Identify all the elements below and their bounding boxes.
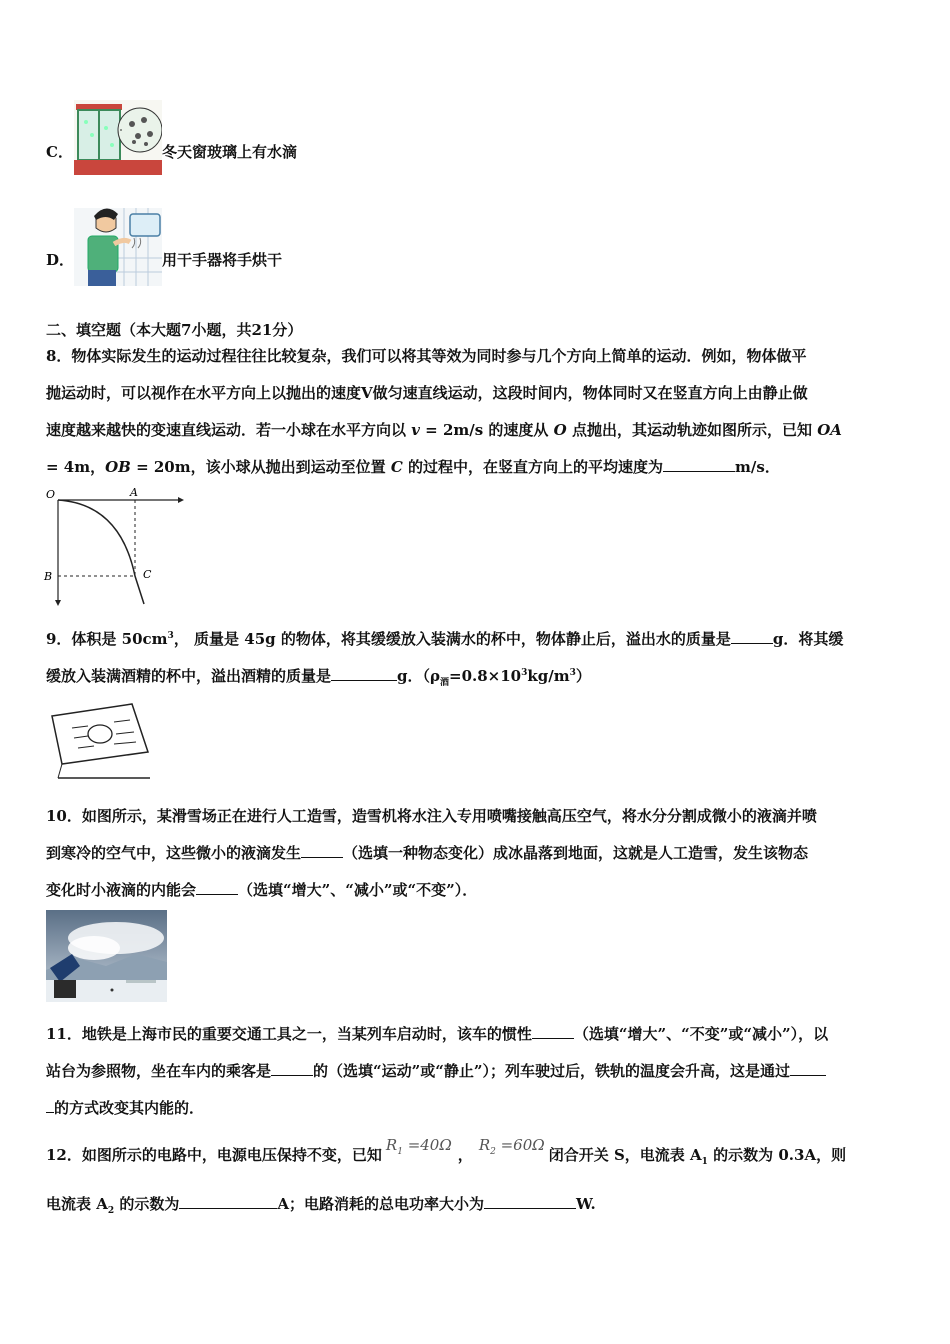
- option-d-text: 用干手器将手烘干: [162, 251, 283, 269]
- q10-energy-blank[interactable]: [196, 880, 238, 895]
- q8-line-3: 速度越来越快的变速直线运动．若一小球在水平方向以 v = 2m/s 的速度从 O 点抛出，其运动轨迹如图所示，已知 OA: [46, 421, 842, 439]
- r1-formula: $R_1 =40\Omega$: [385, 1136, 452, 1157]
- q12-current-blank[interactable]: [179, 1194, 277, 1209]
- q9-line-2: 缓放入装满酒精的杯中，溢出酒精的质量是 g．$(\rho_酒=0.8\times 10^3kg/m^3)$: [46, 667, 591, 688]
- q12-power-blank[interactable]: [484, 1194, 576, 1209]
- q8-answer-blank[interactable]: [663, 457, 735, 472]
- label-b: B: [44, 570, 53, 583]
- hand-dryer-picture: [74, 208, 162, 286]
- r2-formula: $R_2 =60\Omega$: [478, 1136, 545, 1157]
- q9-alcohol-blank[interactable]: [331, 666, 397, 681]
- q11-motion-blank[interactable]: [271, 1061, 313, 1076]
- option-d-letter: D．: [46, 251, 75, 269]
- q11-method-blank-end[interactable]: [46, 1098, 54, 1113]
- q11-inertia-blank[interactable]: [532, 1024, 574, 1039]
- q11-line-2: 站台为参照物，坐在车内的乘客是 的（选填“运动”或“静止”）；列车驶过后，铁轨的温度会升高，这是通过: [46, 1061, 826, 1081]
- q10-line-3: 变化时小液滴的内能会 （选填“增大”、“减小”或“不变”）．: [46, 881, 478, 899]
- label-o: O: [46, 488, 56, 501]
- option-c-letter: C．: [46, 143, 73, 161]
- q11-line-3: 的方式改变其内能的．: [46, 1098, 204, 1118]
- q8-line-2: 抛运动时，可以视作在水平方向上以抛出的速度V做匀速直线运动，这段时间内，物体同时又在竖直方向上由静止做: [46, 384, 808, 402]
- q9-cup-figure: [44, 694, 156, 784]
- section-heading: 二、填空题（本大题7小题，共21分）: [46, 321, 303, 339]
- q11-method-blank-start[interactable]: [790, 1061, 826, 1076]
- q9-line-1: 9．体积是 $50cm^3$， 质量是 45g 的物体，将其缓缓放入装满水的杯中，物体静止后，溢出水的质量是 g．将其缓: [46, 630, 844, 648]
- q10-change-blank[interactable]: [301, 843, 343, 858]
- label-a: A: [130, 486, 138, 499]
- q11-line-1: 11．地铁是上海市民的重要交通工具之一，当某列车启动时，该车的惯性 （选填“增大”、“不变”或“减小”），以: [46, 1025, 829, 1043]
- snow-machine-photo: [46, 910, 167, 1002]
- option-c-text: 冬天窗玻璃上有水滴: [162, 143, 298, 161]
- q9-water-blank[interactable]: [731, 629, 773, 644]
- q12-line-2: 电流表 $A_2$ 的示数为 A；电路消耗的总电功率大小为 W.: [46, 1195, 596, 1216]
- label-c: C: [143, 568, 152, 581]
- q10-line-1: 10．如图所示，某滑雪场正在进行人工造雪，造雪机将水注入专用喷嘴接触高压空气，将水分分割成微小的液滴并喷: [46, 807, 817, 825]
- q8-line-1: 8．物体实际发生的运动过程往往比较复杂，我们可以将其等效为同时参与几个方向上简单的运动．例如，物体做平: [46, 347, 807, 365]
- window-frost-picture: [74, 100, 162, 175]
- q10-line-2: 到寒冷的空气中，这些微小的液滴发生 （选填一种物态变化）成冰晶落到地面，这就是人工造雪，发生该物态: [46, 844, 809, 862]
- q12-line-1: 12．如图所示的电路中，电源电压保持不变，已知$R_1 =40\Omega$，$R_2 =60\Omega$闭合开关 S，电流表 $A_1$ 的示数为 0.3A，则: [46, 1136, 847, 1167]
- q8-trajectory-figure: [40, 484, 185, 609]
- q8-line-4: = 4m，OB = 20m，该小球从抛出到运动至位置 C 的过程中，在竖直方向上的平均速度为 m/s．: [46, 458, 780, 476]
